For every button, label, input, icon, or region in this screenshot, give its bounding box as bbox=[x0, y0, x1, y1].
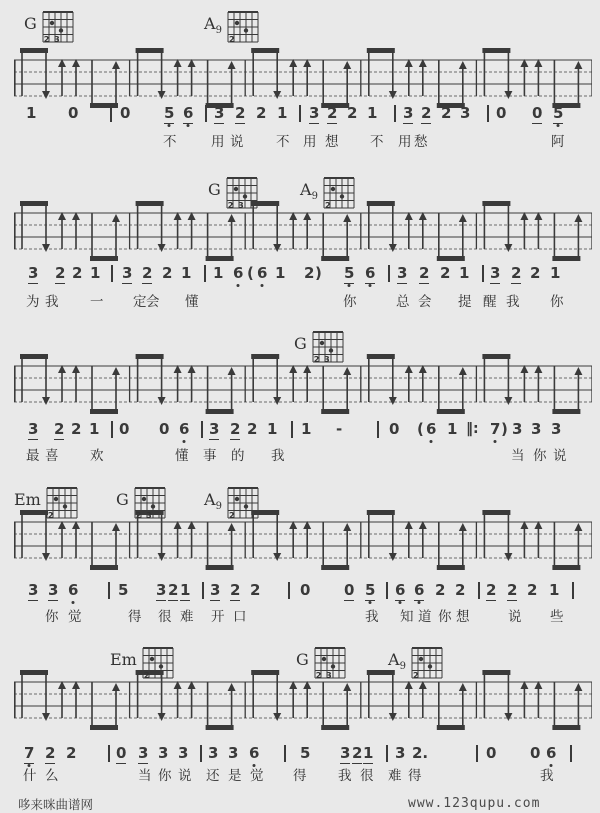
lyric-char: 口 bbox=[233, 609, 247, 625]
jianpu-number: 6 bbox=[233, 264, 244, 282]
chord-grid-icon bbox=[45, 486, 79, 524]
lyric-char: 说 bbox=[508, 609, 522, 625]
chord-label: G bbox=[116, 490, 129, 509]
jianpu-number: 0 bbox=[344, 581, 355, 599]
jianpu-number: 2 bbox=[327, 104, 338, 122]
lyric-char: 一 bbox=[90, 294, 104, 310]
chord-fret-number: 2 bbox=[228, 511, 236, 520]
jianpu-number: 3 bbox=[531, 420, 542, 438]
lyric-char: 不 bbox=[276, 134, 290, 150]
jianpu-number: 3 bbox=[28, 581, 39, 599]
jianpu-number: 6 bbox=[183, 104, 194, 122]
barline bbox=[204, 265, 206, 282]
jianpu-number: 1 bbox=[277, 104, 288, 122]
lyric-char: 得 bbox=[128, 609, 142, 625]
chord-fret-number: 2 3 bbox=[313, 355, 331, 364]
jianpu-number: 2 bbox=[486, 581, 497, 599]
jianpu-number: 2 bbox=[72, 264, 83, 282]
chord-diagram bbox=[110, 646, 175, 684]
jianpu-number: 3 bbox=[48, 581, 59, 599]
chord-diagram bbox=[300, 176, 356, 214]
barline bbox=[284, 745, 286, 762]
jianpu-number: 7 bbox=[24, 744, 35, 762]
barline bbox=[108, 745, 110, 762]
jianpu-number: 1 bbox=[550, 264, 561, 282]
lyric-char: 是 bbox=[228, 768, 242, 784]
jianpu-number: 2 bbox=[511, 264, 522, 282]
chord-diagram bbox=[388, 646, 444, 684]
jianpu-number: 3 bbox=[156, 581, 167, 599]
jianpu-number: 2 bbox=[66, 744, 77, 762]
chord-label: Em bbox=[14, 490, 41, 509]
jianpu-number: 2 bbox=[55, 264, 66, 282]
jianpu-number: 2 bbox=[507, 581, 518, 599]
chord-grid-icon bbox=[41, 10, 75, 48]
barline bbox=[288, 582, 290, 599]
jianpu-number: 1 bbox=[301, 420, 312, 438]
jianpu-number: 2 bbox=[230, 581, 241, 599]
jianpu-number: 2 bbox=[71, 420, 82, 438]
jianpu-number: 2 bbox=[54, 420, 65, 438]
barline bbox=[394, 105, 396, 122]
lyric-char: 说 bbox=[178, 768, 192, 784]
jianpu-number: 0 bbox=[159, 420, 170, 438]
jianpu-number: 5 bbox=[553, 104, 564, 122]
chord-diagram bbox=[208, 176, 259, 214]
lyric-char: 些 bbox=[550, 609, 564, 625]
jianpu-number: 2 bbox=[247, 420, 258, 438]
barline bbox=[487, 105, 489, 122]
site-name: 哆来咪曲谱网 bbox=[18, 797, 94, 812]
chord-diagram bbox=[24, 10, 75, 48]
jianpu-number: 3 bbox=[122, 264, 133, 282]
jianpu-number: 3 bbox=[138, 744, 149, 762]
jianpu-number: 2 bbox=[250, 581, 261, 599]
lyric-char: 觉 bbox=[68, 609, 82, 625]
jianpu-number: 2 bbox=[304, 264, 315, 282]
lyric-char: 很 bbox=[360, 768, 374, 784]
jianpu-number: 6 bbox=[414, 581, 425, 599]
jianpu-number: 6 bbox=[68, 581, 79, 599]
lyric-char: 你 bbox=[343, 294, 357, 310]
lyric-char: 你 bbox=[45, 609, 59, 625]
jianpu-number: 1 bbox=[275, 264, 286, 282]
barline bbox=[108, 582, 110, 599]
chord-fret-number: 2 3 bbox=[315, 671, 333, 680]
lyric-char: 我 bbox=[506, 294, 520, 310]
barline bbox=[377, 421, 379, 438]
jianpu-number: 1 bbox=[549, 581, 560, 599]
chord-diagram bbox=[204, 10, 260, 48]
barline bbox=[202, 582, 204, 599]
jianpu-number: 2 bbox=[455, 581, 466, 599]
jianpu-number: 2 bbox=[45, 744, 56, 762]
chord-diagram bbox=[116, 486, 167, 524]
jianpu-number: 1 bbox=[213, 264, 224, 282]
lyric-char: 你 bbox=[550, 294, 564, 310]
jianpu-number: 5 bbox=[300, 744, 311, 762]
barline bbox=[291, 421, 293, 438]
lyric-char: 不 bbox=[163, 134, 177, 150]
jianpu-number: 6 bbox=[546, 744, 557, 762]
chord-grid-icon bbox=[322, 176, 356, 214]
jianpu-number: 2 bbox=[168, 581, 179, 599]
barline bbox=[478, 582, 480, 599]
barline bbox=[572, 582, 574, 599]
jianpu-number: 5 bbox=[118, 581, 129, 599]
chord-fret-number: 2 3 bbox=[135, 511, 153, 520]
jianpu-number: 3 bbox=[395, 744, 406, 762]
lyric-char: 的 bbox=[231, 448, 245, 464]
chord-diagram bbox=[296, 646, 347, 684]
lyric-char: 得 bbox=[408, 768, 422, 784]
chord-fret-number: 2 bbox=[412, 671, 420, 680]
jianpu-number: 2 bbox=[352, 744, 363, 762]
lyric-char: 愁 bbox=[414, 134, 428, 150]
jianpu-number: 0 bbox=[532, 104, 543, 122]
lyric-char: 最 bbox=[26, 448, 40, 464]
jianpu-number: 3 bbox=[512, 420, 523, 438]
lyric-char: 用 bbox=[303, 134, 317, 150]
jianpu-number: 6 bbox=[257, 264, 268, 282]
lyric-char: 想 bbox=[456, 609, 470, 625]
jianpu-number: 0 bbox=[389, 420, 400, 438]
jianpu-number: 1 bbox=[267, 420, 278, 438]
chord-label: G bbox=[294, 334, 307, 353]
jianpu-number: 3 bbox=[178, 744, 189, 762]
lyric-char: 什 bbox=[23, 768, 37, 784]
chord-label: $A_9$ bbox=[388, 650, 406, 673]
jianpu-number: 6 bbox=[395, 581, 406, 599]
jianpu-number: 2 bbox=[256, 104, 267, 122]
chord-label: G bbox=[24, 14, 37, 33]
lyric-char: 会 bbox=[146, 294, 160, 310]
chord-grid-icon bbox=[226, 10, 260, 48]
chord-diagram bbox=[14, 486, 79, 524]
jianpu-number: 2 bbox=[230, 420, 241, 438]
jianpu-number: 2 bbox=[419, 264, 430, 282]
jianpu-number: 2 bbox=[142, 264, 153, 282]
barline bbox=[111, 421, 113, 438]
lyric-char: 知 bbox=[400, 609, 414, 625]
lyric-char: 我 bbox=[271, 448, 285, 464]
chord-grid-icon bbox=[225, 176, 259, 214]
chord-grid-icon bbox=[133, 486, 167, 524]
jianpu-number: 3 bbox=[551, 420, 562, 438]
jianpu-number: 0 bbox=[119, 420, 130, 438]
barline bbox=[388, 265, 390, 282]
jianpu-number: 3 bbox=[158, 744, 169, 762]
jianpu-number: 1 bbox=[90, 264, 101, 282]
jianpu-number: 1 bbox=[180, 581, 191, 599]
jianpu-number: 3 bbox=[340, 744, 351, 762]
chord-label: G bbox=[296, 650, 309, 669]
chord-grid-icon bbox=[311, 330, 345, 368]
chord-fret-number: 2 bbox=[228, 35, 236, 44]
jianpu-number: 0 bbox=[300, 581, 311, 599]
jianpu-number: 0 bbox=[486, 744, 497, 762]
lyric-char: 我 bbox=[338, 768, 352, 784]
jianpu-number: 3 bbox=[490, 264, 501, 282]
lyric-char: 欢 bbox=[90, 448, 104, 464]
jianpu-number: 6 bbox=[249, 744, 260, 762]
jianpu-number: 0 bbox=[496, 104, 507, 122]
jianpu-number: ( bbox=[247, 264, 254, 282]
lyric-char: 不 bbox=[370, 134, 384, 150]
chord-label: $A_9$ bbox=[300, 180, 318, 203]
barline bbox=[570, 745, 572, 762]
chord-fret-number: 2 3 bbox=[227, 201, 245, 210]
jianpu-number: 1 bbox=[89, 420, 100, 438]
jianpu-number: 3 bbox=[403, 104, 414, 122]
chord-label: G bbox=[208, 180, 221, 199]
chord-grid-icon bbox=[226, 486, 260, 524]
jianpu-number: - bbox=[336, 420, 343, 438]
chord-grid-icon bbox=[141, 646, 175, 684]
lyric-char: 想 bbox=[325, 134, 339, 150]
jianpu-number: 1 bbox=[181, 264, 192, 282]
jianpu-number: 2 bbox=[527, 581, 538, 599]
barline bbox=[476, 745, 478, 762]
barline bbox=[205, 105, 207, 122]
jianpu-number: 2. bbox=[412, 744, 429, 762]
lyric-char: 喜 bbox=[45, 448, 59, 464]
jianpu-number: 3 bbox=[397, 264, 408, 282]
jianpu-number: 2 bbox=[530, 264, 541, 282]
chord-grid-icon bbox=[313, 646, 347, 684]
lyric-char: 用 bbox=[211, 134, 225, 150]
jianpu-number: 2 bbox=[421, 104, 432, 122]
jianpu-number: 1 bbox=[459, 264, 470, 282]
jianpu-number: 0 bbox=[120, 104, 131, 122]
jianpu-number: 0 bbox=[116, 744, 127, 762]
jianpu-number: 1 bbox=[363, 744, 374, 762]
repeat-barline: ‖: bbox=[466, 421, 479, 437]
jianpu-number: 1 bbox=[367, 104, 378, 122]
jianpu-number: 6 bbox=[426, 420, 437, 438]
lyric-char: 为 bbox=[26, 294, 40, 310]
chord-fret-number: 2 bbox=[324, 201, 332, 210]
jianpu-number: 1 bbox=[447, 420, 458, 438]
jianpu-number: 5 bbox=[365, 581, 376, 599]
strum-staff-icon bbox=[14, 508, 592, 576]
jianpu-number: 3 bbox=[209, 420, 220, 438]
lyric-char: 说 bbox=[553, 448, 567, 464]
lyric-char: 还 bbox=[206, 768, 220, 784]
barline bbox=[386, 582, 388, 599]
barline bbox=[482, 265, 484, 282]
lyric-char: 我 bbox=[540, 768, 554, 784]
lyric-char: 我 bbox=[45, 294, 59, 310]
jianpu-number: 7 bbox=[490, 420, 501, 438]
jianpu-number: 6 bbox=[365, 264, 376, 282]
lyric-char: 么 bbox=[45, 768, 59, 784]
barline bbox=[200, 745, 202, 762]
strum-staff bbox=[14, 508, 592, 580]
lyric-char: 提 bbox=[458, 294, 472, 310]
lyric-char: 懂 bbox=[175, 448, 189, 464]
chord-label: $A_9$ bbox=[204, 14, 222, 37]
jianpu-number: 3 bbox=[309, 104, 320, 122]
lyric-char: 得 bbox=[293, 768, 307, 784]
lyric-char: 定 bbox=[133, 294, 147, 310]
lyric-char: 你 bbox=[158, 768, 172, 784]
lyric-char: 很 bbox=[158, 609, 172, 625]
chord-fret-number: 2 3 bbox=[43, 35, 61, 44]
chord-fret-number: 2 bbox=[47, 511, 55, 520]
lyric-char: 觉 bbox=[250, 768, 264, 784]
jianpu-number: 2 bbox=[441, 104, 452, 122]
lyric-char: 懂 bbox=[185, 294, 199, 310]
jianpu-number: 2 bbox=[162, 264, 173, 282]
jianpu-number: 2 bbox=[435, 581, 446, 599]
site-url: www.123qupu.com bbox=[408, 796, 541, 811]
lyric-char: 会 bbox=[418, 294, 432, 310]
barline bbox=[299, 105, 301, 122]
jianpu-number: 6 bbox=[179, 420, 190, 438]
lyric-char: 道 bbox=[418, 609, 432, 625]
lyric-char: 用 bbox=[398, 134, 412, 150]
barline bbox=[386, 745, 388, 762]
chord-grid-icon bbox=[410, 646, 444, 684]
jianpu-number: 3 bbox=[28, 420, 39, 438]
chord-label: Em bbox=[110, 650, 137, 669]
barline bbox=[110, 105, 112, 122]
lyric-char: 事 bbox=[203, 448, 217, 464]
jianpu-number: ( bbox=[417, 420, 424, 438]
lyric-char: 我 bbox=[365, 609, 379, 625]
jianpu-number: 2 bbox=[347, 104, 358, 122]
lyric-char: 开 bbox=[211, 609, 225, 625]
lyric-char: 难 bbox=[180, 609, 194, 625]
lyric-char: 你 bbox=[533, 448, 547, 464]
lyric-char: 总 bbox=[396, 294, 410, 310]
lyric-char: 醒 bbox=[483, 294, 497, 310]
chord-diagram bbox=[204, 486, 260, 524]
jianpu-number: 3 bbox=[28, 264, 39, 282]
chord-label: $A_9$ bbox=[204, 490, 222, 513]
lyric-char: 你 bbox=[438, 609, 452, 625]
barline bbox=[111, 265, 113, 282]
jianpu-number: 1 bbox=[26, 104, 37, 122]
jianpu-number: 2 bbox=[235, 104, 246, 122]
lyric-char: 当 bbox=[138, 768, 152, 784]
jianpu-number: 5 bbox=[164, 104, 175, 122]
jianpu-number: 5 bbox=[344, 264, 355, 282]
lyric-char: 当 bbox=[511, 448, 525, 464]
lyric-char: 阿 bbox=[551, 134, 565, 150]
jianpu-number: 0 bbox=[530, 744, 541, 762]
jianpu-number: 3 bbox=[208, 744, 219, 762]
barline bbox=[201, 421, 203, 438]
jianpu-number: 3 bbox=[228, 744, 239, 762]
jianpu-number: ) bbox=[315, 264, 322, 282]
jianpu-number: ) bbox=[501, 420, 508, 438]
chord-diagram bbox=[294, 330, 345, 368]
jianpu-number: 3 bbox=[460, 104, 471, 122]
lyric-char: 难 bbox=[388, 768, 402, 784]
jianpu-number: 3 bbox=[210, 581, 221, 599]
jianpu-number: 3 bbox=[214, 104, 225, 122]
jianpu-number: 0 bbox=[68, 104, 79, 122]
lyric-char: 说 bbox=[230, 134, 244, 150]
chord-fret-number: 2 bbox=[143, 671, 151, 680]
jianpu-number: 2 bbox=[440, 264, 451, 282]
